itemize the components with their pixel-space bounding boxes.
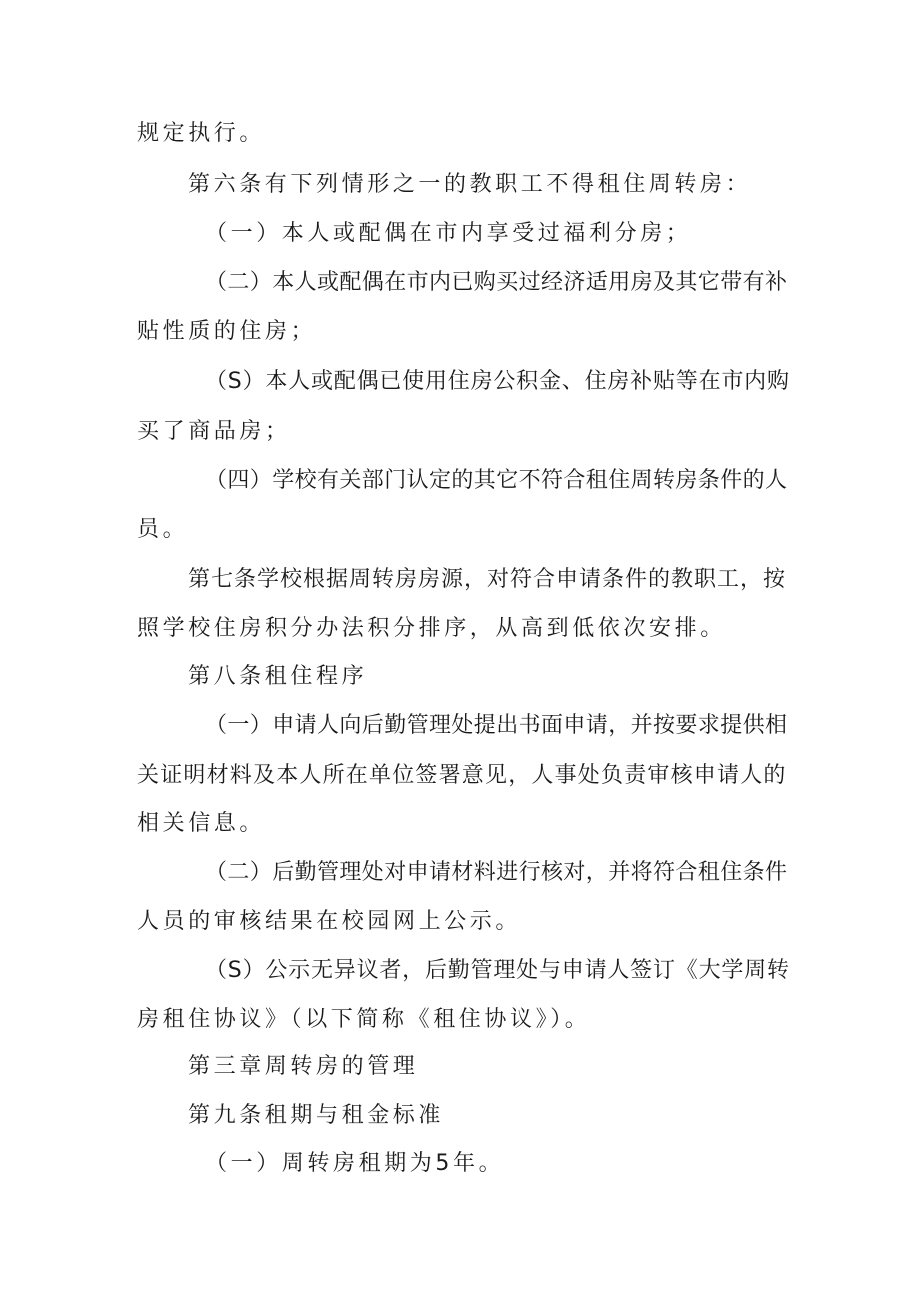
text-line: 第三章周转房的管理 <box>188 1054 419 1079</box>
text-line: 房租住协议》（以下简称《租住协议》）。 <box>137 1007 591 1032</box>
text-line: （S）公示无异议者，后勤管理处与申请人签订《大学周转 <box>205 958 790 983</box>
text-line: 第六条有下列情形之一的教职工不得租住周转房： <box>188 172 752 197</box>
text-line: 第七条学校根据周转房房源，对符合申请条件的教职工，按 <box>188 567 787 592</box>
text-line: 第九条租期与租金标准 <box>188 1103 445 1128</box>
text-line: （一）本人或配偶在市内享受过福利分房； <box>205 221 692 246</box>
text-line: （四）学校有关部门认定的其它不符合租住周转房条件的人 <box>205 468 788 493</box>
text-line: 买了商品房； <box>137 419 291 444</box>
text-line: 第八条租住程序 <box>188 664 368 689</box>
text-line: 照学校住房积分办法积分排序，从高到低依次安排。 <box>137 616 726 641</box>
text-line: （一）周转房租期为5年。 <box>205 1151 505 1176</box>
text-line: 人员的审核结果在校园网上公示。 <box>137 909 522 934</box>
text-line: （二）本人或配偶在市内已购买过经济适用房及其它带有补 <box>205 270 788 295</box>
text-line: 员。 <box>137 517 189 542</box>
text-line: （二）后勤管理处对申请材料进行核对，并将符合租住条件 <box>205 860 788 885</box>
text-line: 关证明材料及本人所在单位签署意见，人事处负责审核申请人的 <box>137 763 787 788</box>
text-line: （一）申请人向后勤管理处提出书面申请，并按要求提供相 <box>205 713 788 738</box>
text-line: 贴性质的住房； <box>137 319 317 344</box>
text-line: 规定执行。 <box>137 121 266 146</box>
text-line: （S）本人或配偶已使用住房公积金、住房补贴等在市内购 <box>205 369 790 394</box>
text-line: 相关信息。 <box>137 811 266 836</box>
